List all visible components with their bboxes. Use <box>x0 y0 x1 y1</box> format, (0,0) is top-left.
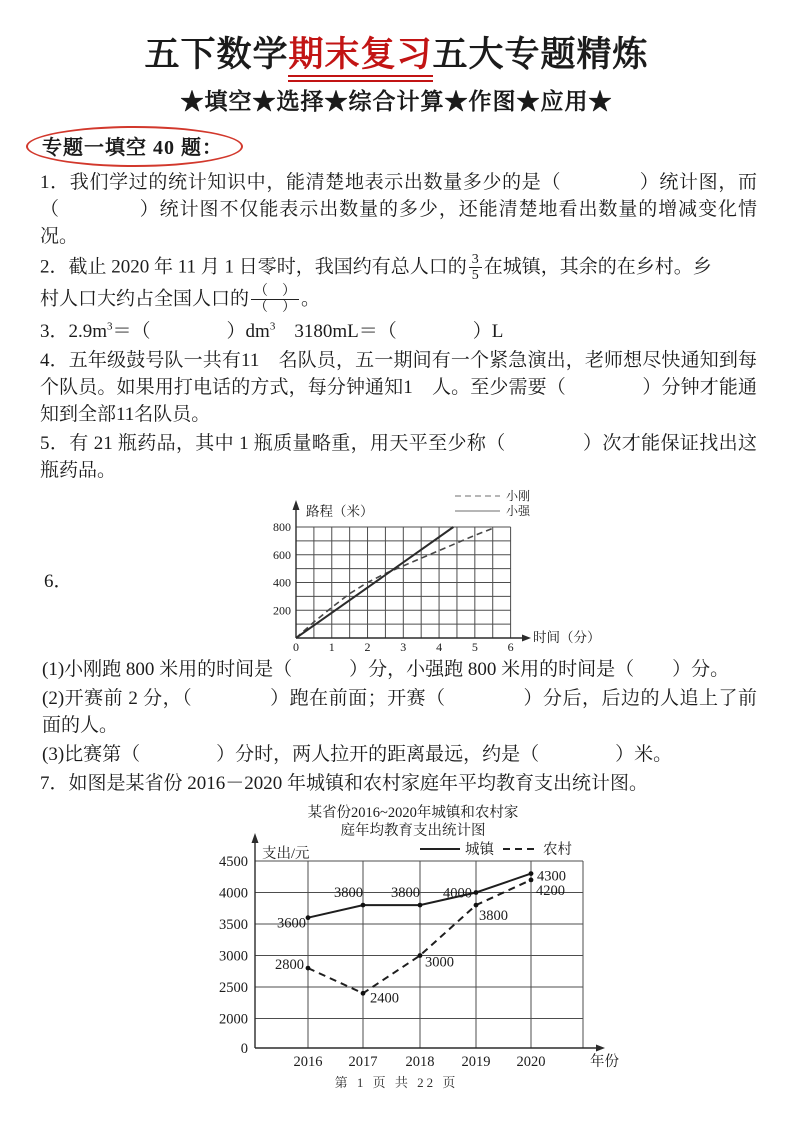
fraction-blank-denominator: （ ） <box>254 300 297 316</box>
svg-text:3600: 3600 <box>277 915 306 932</box>
q3-exponent-1: 3 <box>107 320 113 333</box>
question-6-sub-3: (3)比赛第（ ）分时，两人拉开的距离最远，约是（ ）米。 <box>42 743 673 765</box>
title-part-right: 五大专题精炼 <box>432 35 649 74</box>
svg-text:4000: 4000 <box>443 885 472 902</box>
title-highlight: 期末复习 <box>288 35 432 82</box>
q3-text-1: 3．2.9m <box>40 320 108 342</box>
question-4: 4．五年级鼓号队一共有11 名队员，五一期间有一个紧急演出，老师想尽快通知到每个队员。如果用打电话的方式，每分钟通知1 人。至少需要（ ）分钟才能通知到全部11名队员。 <box>40 349 757 425</box>
fraction-three-fifths <box>469 252 482 284</box>
fraction-denominator: 5 <box>471 268 479 284</box>
question-2 <box>40 252 757 316</box>
question-1: 1．我们学过的统计知识中，能清楚地表示出数量多少的是（ ）统计图，而（ ）统计图不仅能表示出数量的多少，还能清楚地看出数量的增减变化情况。 <box>40 172 757 247</box>
svg-text:4000: 4000 <box>219 885 248 902</box>
svg-text:4300: 4300 <box>537 868 566 885</box>
svg-text:2020: 2020 <box>516 1053 546 1070</box>
page-title <box>0 34 793 76</box>
svg-text:2800: 2800 <box>275 956 304 973</box>
svg-text:3: 3 <box>400 639 407 654</box>
svg-text:800: 800 <box>273 519 291 534</box>
svg-text:农村: 农村 <box>543 841 572 858</box>
svg-text:支出/元: 支出/元 <box>262 845 310 862</box>
q2-text-3: 村人口大约占全国人口的 <box>40 288 250 310</box>
question-6-block <box>0 486 793 654</box>
page-subtitle: ★填空★选择★综合计算★作图★应用★ <box>180 88 613 114</box>
svg-text:小刚: 小刚 <box>506 488 531 503</box>
svg-text:2017: 2017 <box>348 1053 378 1070</box>
svg-text:2400: 2400 <box>370 989 399 1006</box>
svg-text:4: 4 <box>436 639 443 654</box>
svg-text:路程（米）: 路程（米） <box>306 503 374 519</box>
q3-text-2: ＝（ ）dm <box>112 320 270 342</box>
svg-text:4500: 4500 <box>219 853 248 870</box>
q2-text-2: 在城镇，其余的在乡村。乡 <box>483 256 712 278</box>
svg-text:2018: 2018 <box>405 1053 435 1070</box>
question-5: 5．有 21 瓶药品，其中 1 瓶质量略重，用天平至少称（ ）次才能保证找出这瓶药品。 <box>40 432 757 481</box>
q2-text-4: 。 <box>301 288 321 310</box>
svg-text:6: 6 <box>507 639 514 654</box>
education-expense-chart <box>200 801 630 1083</box>
svg-text:庭年均教育支出统计图: 庭年均教育支出统计图 <box>340 822 486 839</box>
svg-text:小强: 小强 <box>506 503 531 518</box>
question-7: 7．如图是某省份 2016－2020 年城镇和农村家庭年平均教育支出统计图。 <box>40 772 649 794</box>
svg-text:2: 2 <box>364 639 371 654</box>
svg-text:0: 0 <box>240 1040 248 1057</box>
svg-text:3000: 3000 <box>425 954 454 971</box>
section-row <box>26 126 793 167</box>
question-3 <box>40 318 757 345</box>
svg-text:400: 400 <box>273 575 291 590</box>
question-6-sub-1: (1)小刚跑 800 米用的时间是（ ）分，小强跑 800 米用的时间是（ ）分。 <box>42 658 730 680</box>
svg-text:2500: 2500 <box>219 979 248 996</box>
svg-text:1: 1 <box>328 639 335 654</box>
section-heading: 专题一填空 40 题： <box>26 126 243 167</box>
svg-text:4200: 4200 <box>536 882 565 899</box>
svg-text:3500: 3500 <box>219 916 248 933</box>
svg-text:3800: 3800 <box>334 884 363 901</box>
q3-text-3: 3180mL＝（ ）L <box>275 320 504 342</box>
svg-text:年份: 年份 <box>590 1053 619 1070</box>
fraction-blank-numerator: （ ） <box>251 284 299 300</box>
svg-text:5: 5 <box>471 639 478 654</box>
svg-text:3000: 3000 <box>219 948 248 965</box>
question-6-number: 6． <box>44 570 73 592</box>
svg-text:0: 0 <box>293 639 299 654</box>
fraction-blank <box>251 284 299 316</box>
svg-text:3800: 3800 <box>391 884 420 901</box>
svg-text:600: 600 <box>273 547 291 562</box>
page-number: 第 1 页 共 22 页 <box>334 1075 459 1090</box>
svg-text:200: 200 <box>273 602 291 617</box>
q3-exponent-2: 3 <box>269 320 276 333</box>
svg-text:2000: 2000 <box>219 1011 248 1028</box>
title-part-left: 五下数学 <box>144 35 289 74</box>
svg-text:某省份2016~2020年城镇和农村家: 某省份2016~2020年城镇和农村家 <box>307 804 519 821</box>
svg-text:2016: 2016 <box>293 1053 323 1070</box>
svg-text:2019: 2019 <box>461 1053 491 1070</box>
svg-text:3800: 3800 <box>479 907 508 924</box>
q2-text-1: 2．截止 2020 年 11 月 1 日零时，我国约有总人口的 <box>40 256 467 278</box>
question-6-sub-2: (2)开赛前 2 分，（ ）跑在前面；开赛（ ）分后，后边的人追上了前面的人。 <box>42 687 757 736</box>
svg-text:城镇: 城镇 <box>465 841 494 858</box>
svg-text:时间（分）: 时间（分） <box>533 629 601 645</box>
fraction-numerator: 3 <box>469 252 482 268</box>
question-7-chart-block <box>0 801 793 1085</box>
race-distance-time-chart <box>248 486 628 654</box>
